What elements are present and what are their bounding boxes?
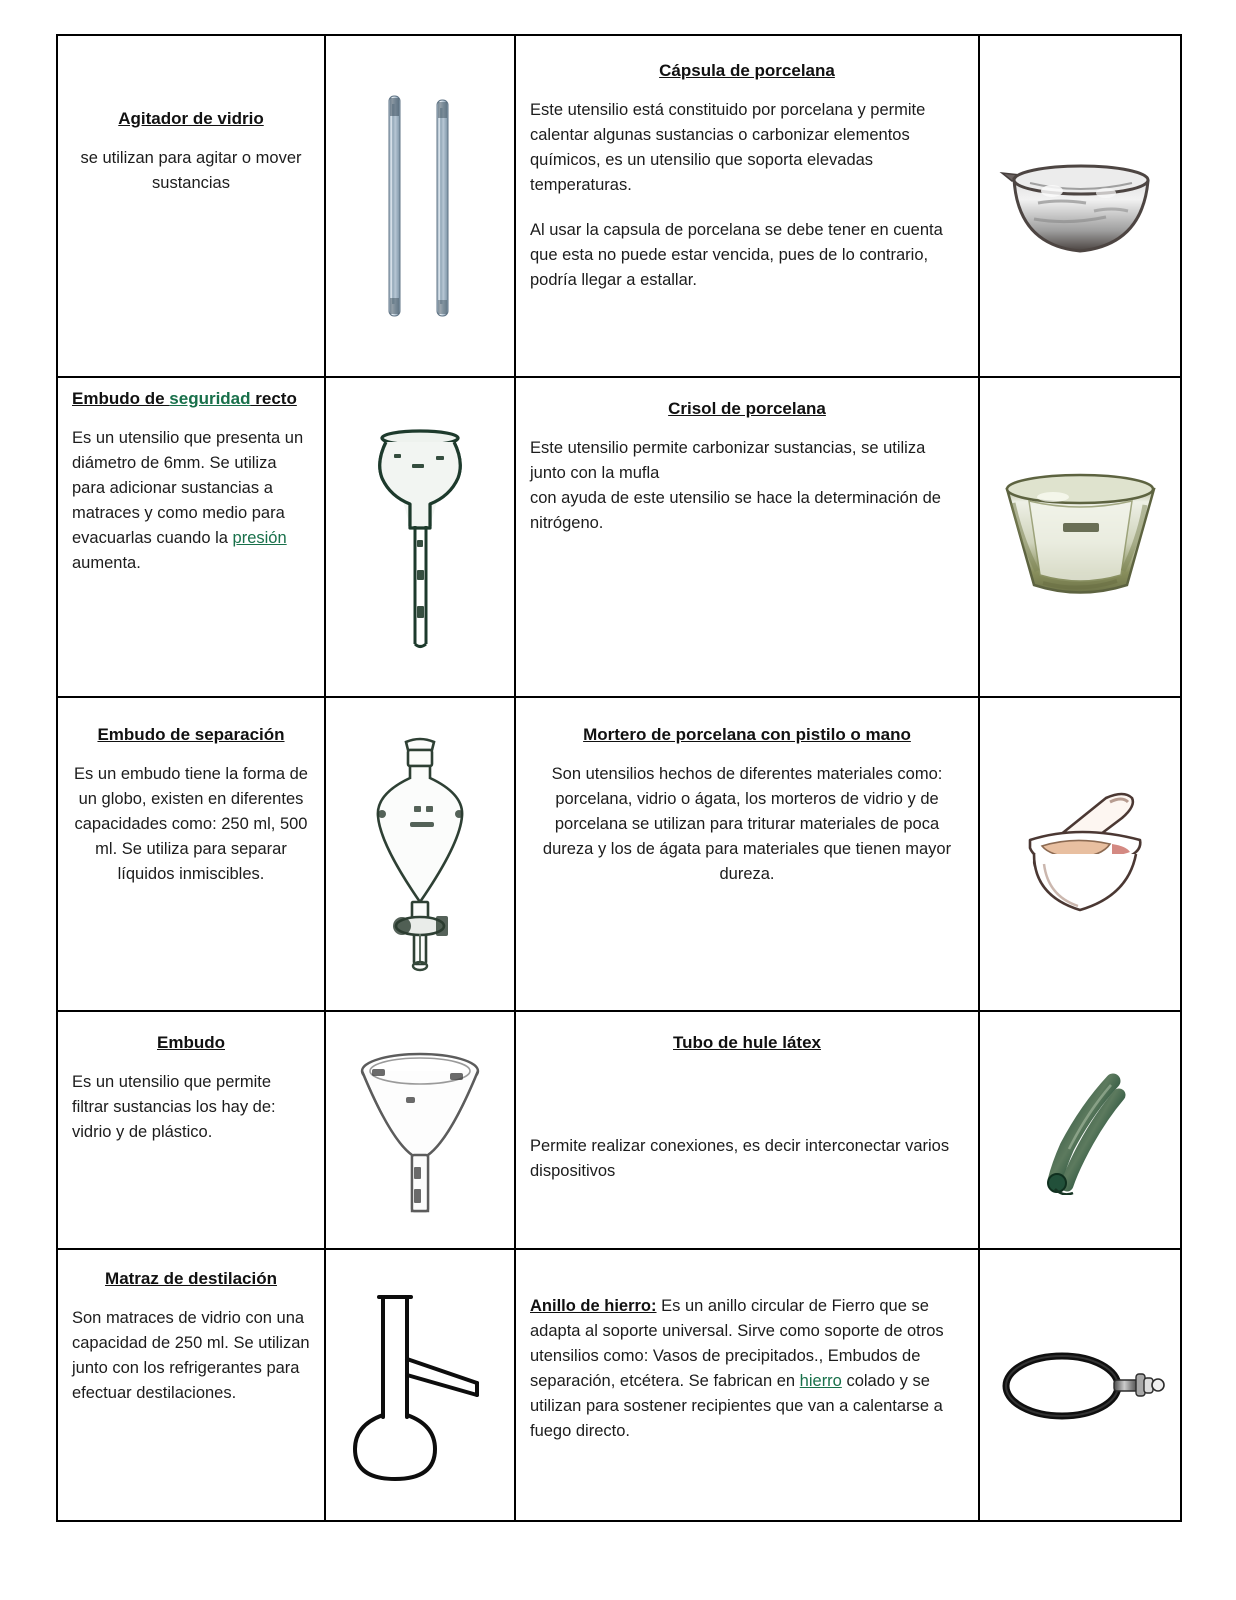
cell-embudo-text	[57, 1011, 325, 1249]
cell-capsula-de-porcelana-image	[979, 35, 1181, 377]
description-part-2: aumenta.	[72, 554, 141, 573]
cell-tubo-hule-latex-text	[515, 1011, 979, 1249]
embudo-de-seguridad-recto-icon	[360, 420, 480, 655]
cell-embudo-seguridad-image	[325, 377, 515, 697]
embudo-de-separacion-icon	[360, 734, 480, 974]
description-mortero-de-porcelana: Son utensilios hechos de diferentes materiales como: porcelana, vidrio o ágata, los morteros de vidrio y de porcelana se utilizan para triturar materiales de poca dureza y los de ágata para materiales que tienen mayor dureza.	[542, 764, 952, 884]
heading-crisol-de-porcelana: Crisol de porcelana	[668, 399, 826, 418]
heading-agitador-de-vidrio: Agitador de vidrio	[118, 109, 264, 128]
cell-crisol-de-porcelana-image	[979, 377, 1181, 697]
cell-embudo-seguridad-text	[57, 377, 325, 697]
cell-embudo-separacion-image	[325, 697, 515, 1011]
description-matraz-de-destilacion: Son matraces de vidrio con una capacidad de 250 ml. Se utilizan junto con los refrigerantes para efectuar destilaciones.	[72, 1308, 310, 1402]
heading-embudo-de-seguridad-recto	[72, 388, 310, 410]
description-crisol-de-porcelana-2: con ayuda de este utensilio se hace la determinación de nitrógeno.	[530, 488, 941, 532]
table-row	[57, 377, 1181, 697]
description-part-2: colado y se utilizan para sostener recipientes que van a calentarse a fuego directo.	[530, 1372, 943, 1441]
description-capsula-de-porcelana-2: Al usar la capsula de porcelana se debe tener en cuenta que esta no puede estar vencida, pues de lo contrario, podría llegar a estallar.	[530, 221, 943, 290]
table-row	[57, 697, 1181, 1011]
description-part-1: Es un anillo circular de Fierro que se adapta al soporte universal. Sirve como soporte de otros utensilios como: Vasos de precipitados., Embudos de separación, etcétera. Se fabrican en	[530, 1297, 944, 1391]
table-row	[57, 1011, 1181, 1249]
link-hierro[interactable]: hierro	[799, 1372, 842, 1391]
embudo-icon	[350, 1043, 490, 1218]
description-embudo-de-separacion: Es un embudo tiene la forma de un globo, existen en diferentes capacidades como: 250 ml, 500 ml. Se utiliza para separar líquidos inmiscibles.	[74, 764, 308, 884]
heading-embudo-de-separacion: Embudo de separación	[97, 725, 285, 744]
description-embudo: Es un utensilio que permite filtrar sustancias los hay de: vidrio y de plástico.	[72, 1072, 276, 1141]
cell-embudo-image	[325, 1011, 515, 1249]
cell-matraz-destilacion-image	[325, 1249, 515, 1521]
cell-crisol-de-porcelana-text	[515, 377, 979, 697]
description-tubo-de-hule-latex: Permite realizar conexiones, es decir interconectar varios dispositivos	[530, 1136, 950, 1180]
cell-matraz-destilacion-text	[57, 1249, 325, 1521]
cell-agitador-de-vidrio-image	[325, 35, 515, 377]
cell-agitador-de-vidrio-text	[57, 35, 325, 377]
cell-mortero-image	[979, 697, 1181, 1011]
capsula-de-porcelana-icon	[990, 141, 1170, 271]
link-presion[interactable]: presión	[232, 529, 287, 548]
heading-capsula-de-porcelana: Cápsula de porcelana	[659, 61, 835, 80]
agitador-de-vidrio-icon	[365, 86, 475, 326]
description-anillo-de-hierro	[530, 1294, 964, 1444]
cell-embudo-separacion-text	[57, 697, 325, 1011]
cell-mortero-text	[515, 697, 979, 1011]
heading-anillo-de-hierro: Anillo de hierro:	[530, 1297, 657, 1315]
heading-part-1: Embudo de	[72, 389, 170, 408]
anillo-de-hierro-icon	[990, 1330, 1170, 1440]
heading-tubo-de-hule-latex: Tubo de hule látex	[673, 1033, 821, 1052]
link-seguridad[interactable]: seguridad	[169, 389, 251, 408]
tubo-de-hule-latex-icon	[1015, 1065, 1145, 1195]
matraz-de-destilacion-icon	[345, 1285, 495, 1485]
mortero-de-porcelana-icon	[990, 784, 1170, 924]
cell-anillo-de-hierro-image	[979, 1249, 1181, 1521]
crisol-de-porcelana-icon	[993, 467, 1168, 607]
heading-matraz-de-destilacion: Matraz de destilación	[105, 1269, 277, 1288]
cell-tubo-hule-latex-image	[979, 1011, 1181, 1249]
heading-mortero-de-porcelana: Mortero de porcelana con pistilo o mano	[583, 725, 911, 744]
cell-anillo-de-hierro-text	[515, 1249, 979, 1521]
table-row	[57, 1249, 1181, 1521]
lab-equipment-table	[56, 34, 1182, 1522]
heading-embudo: Embudo	[157, 1033, 225, 1052]
description-capsula-de-porcelana-1: Este utensilio está constituido por porcelana y permite calentar algunas sustancias o carbonizar elementos químicos, es un utensilio que soporta elevadas temperaturas.	[530, 100, 926, 194]
table-row	[57, 35, 1181, 377]
cell-capsula-de-porcelana-text	[515, 35, 979, 377]
description-embudo-de-seguridad-recto	[72, 426, 310, 576]
description-crisol-de-porcelana-1: Este utensilio permite carbonizar sustancias, se utiliza junto con la mufla	[530, 438, 926, 482]
description-part-1: Es un utensilio que presenta un diámetro de 6mm. Se utiliza para adicionar sustancias a matraces y como medio para evacuarlas cuando la	[72, 428, 304, 548]
description-agitador-de-vidrio: se utilizan para agitar o mover sustancias	[80, 148, 302, 192]
heading-part-2: recto	[250, 389, 297, 408]
